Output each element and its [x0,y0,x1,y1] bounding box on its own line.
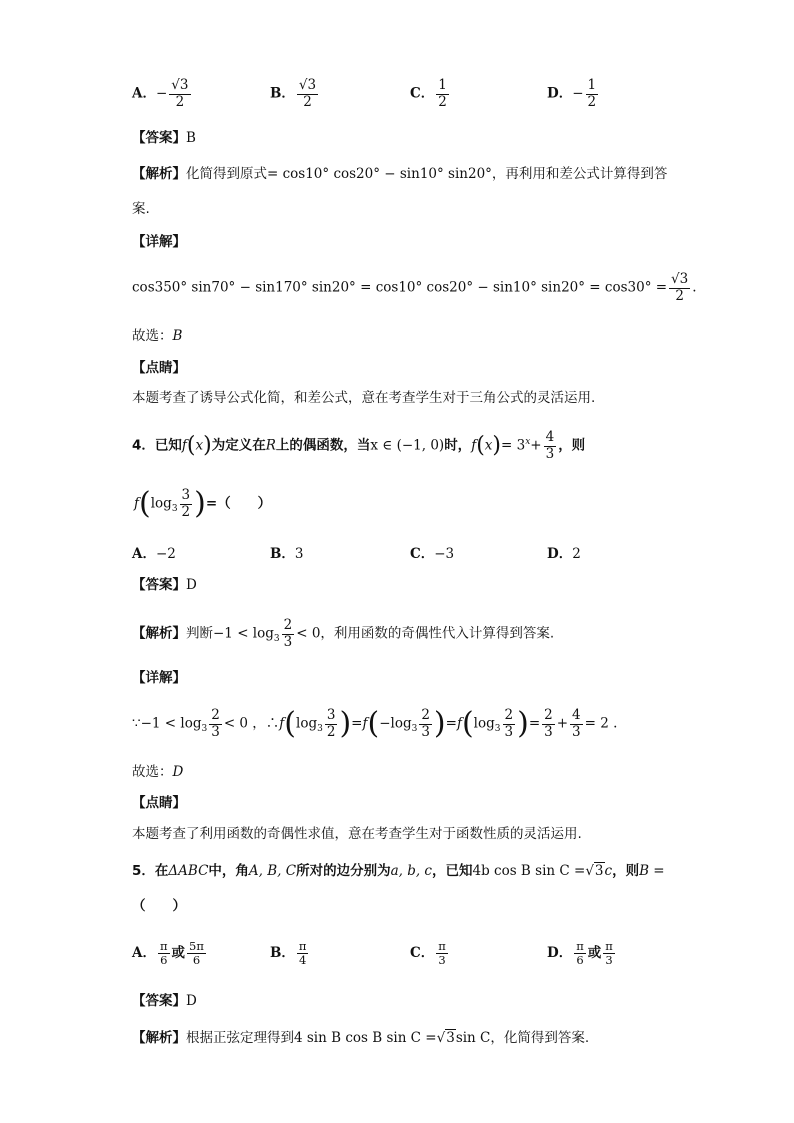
q3-answer [132,132,196,146]
q4-option-c: C．−3 [410,546,455,562]
q3-analysis: 【解析】化简得到原式= cos10° cos20° − sin10° sin20°，再利用和差公式计算得到答 [132,166,668,182]
q3-comment: 本题考查了诱导公式化简，和差公式，意在考查学生对于三角公式的灵活运用. [132,390,596,406]
option-d-fraction: $\frac{1}{2}$ [587,77,597,110]
q3-options-row [132,78,193,110]
option-a-fraction: $\frac{√3}{2}$ [171,77,189,110]
q4-comment-tag: 【点睛】 [132,795,186,811]
q3-option-d: D．− $\frac{1}{2}$ [547,77,597,110]
option-c-fraction: $\frac{1}{2}$ [438,77,447,110]
q5-option-b: B． $\frac{\pi}{4}$ [270,939,307,968]
q4-option-a: A．−2 [132,546,176,562]
analysis-formula: = cos10° cos20° − sin10° sin20° [267,166,492,182]
q3-option-c: C． $\frac{1}{2}$ [410,77,447,110]
q3-detail-tag: 【详解】 [132,234,186,250]
option-b-fraction: $\frac{√3}{2}$ [298,77,317,110]
q3-detail-formula: cos350° sin70° − sin170° sin20° = cos10° cos20° − sin10° sin20° = cos30° = $\frac{√3}{2}$ . [132,271,697,304]
q4-option-b: B．3 [270,546,304,562]
q3-analysis-cont: 案. [132,201,150,217]
q5-option-d: D． $\frac{\pi}{6}$ 或 $\frac{\pi}{3}$ [547,939,613,968]
q5-paren: （ ） [132,898,186,914]
q4-stem: 4．已知f(x)为定义在R上的偶函数，当x ∈ (−1, 0)时，$f(x)= 3^x+$ $\frac{4}{3}$ ，则 [132,429,586,462]
q5-option-a: A． $\frac{\pi}{6}$ 或 $\frac{5\pi}{6}$ [132,939,204,968]
q4-comment: 本题考查了利用函数的奇偶性求值，意在考查学生对于函数性质的灵活运用. [132,826,582,842]
q3-option-b: B． $\frac{√3}{2}$ [270,77,317,110]
q4-detail-formula: ∵−1 < $\log_3$ $\frac{2}{3}$ < 0 ，$\therefore f(\log_3$ $\frac{3}{2}$ )$=f(-\log_3$ $\frac{2}{3}$ )$=f(\log_3$ $\frac{2}{3}$ )= $\frac{2}{3}$ + $\frac{4}{3}$ = 2 . [132,706,618,742]
q4-question: $f(\log_3$ $\frac{3}{2}$ )=（ ） [134,486,272,522]
answer-tag: 【答案】 [132,130,186,146]
option-a-sign: − [155,85,168,102]
q5-analysis: 【解析】根据正弦定理得到4 sin B cos B sin C =√3sin C，化简得到答案. [132,1030,590,1046]
q3-comment-tag: 【点睛】 [132,360,186,376]
q5-answer: 【答案】D [132,993,197,1009]
q3-choose: 故选：B [132,328,183,344]
q4-answer: 【答案】D [132,577,197,593]
q4-analysis: 【解析】判断$-1 < \log_3$ $\frac{2}{3}$ < 0，利用函数的奇偶性代入计算得到答案. [132,617,555,650]
q5-option-c: C． $\frac{\pi}{3}$ [410,939,446,968]
answer-value: B [186,130,196,146]
q4-choose: 故选：D [132,764,184,780]
q5-stem: 5．在ΔABC中，角A, B, C所对的边分别为a, b, c，已知4b cos B sin C =√3c，则B = [132,863,665,879]
option-a-label: A． [132,85,156,102]
q4-detail-tag: 【详解】 [132,670,186,686]
q4-option-d: D．2 [547,546,581,562]
